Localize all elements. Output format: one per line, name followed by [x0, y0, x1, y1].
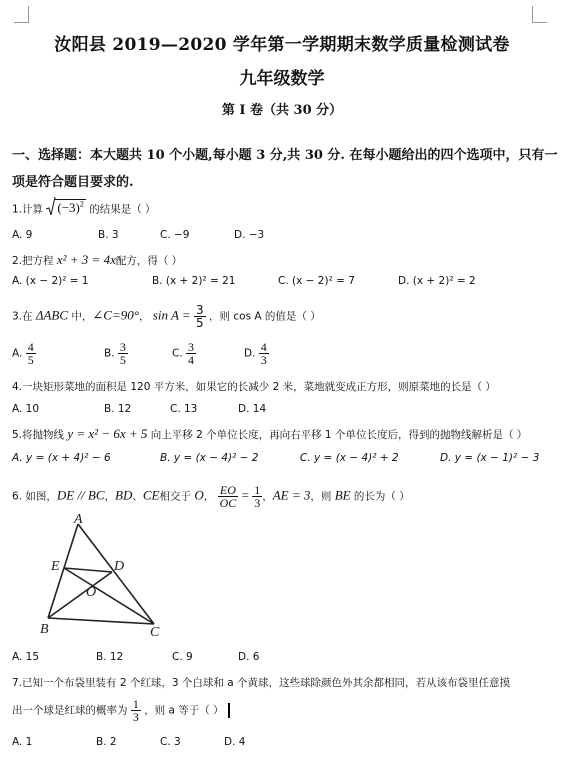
q6-option-c[interactable]: C. 9 — [172, 651, 193, 663]
q7-option-c[interactable]: C. 3 — [160, 736, 181, 748]
q3-option-d-num: 4 — [260, 340, 267, 354]
q6-bd: BD — [115, 487, 133, 503]
q5-option-c[interactable]: C. y = (x − 4)² + 2 — [300, 452, 399, 464]
q5-expression: y = x² − 6x + 5 — [67, 426, 148, 441]
q1-prefix: 1.计算 — [12, 203, 44, 216]
figure-label-c: C — [150, 625, 160, 638]
q2-option-b[interactable]: B. (x + 2)² = 21 — [152, 275, 236, 287]
q4-option-b[interactable]: B. 12 — [104, 403, 132, 415]
q6-mid: 相交于 — [159, 490, 195, 503]
figure-segment-bd — [48, 572, 112, 618]
figure-side-bc — [48, 618, 154, 624]
q3-angle: ∠C=90° — [92, 307, 139, 323]
q7-probability-den: 3 — [132, 710, 139, 724]
q1-radical — [46, 200, 86, 216]
q3-option-a-den: 5 — [27, 353, 34, 367]
q3-fraction — [194, 304, 206, 329]
figure-segment-de — [64, 568, 112, 572]
q7-line2-prefix: 出一个球是红球的概率为 — [12, 704, 128, 717]
q3-option-a[interactable] — [12, 341, 36, 366]
figure-label-e: E — [51, 559, 60, 574]
q6-ratio-value-den: 3 — [254, 496, 261, 510]
q5-suffix: 向上平移 2 个单位长度，再向右平移 1 个单位长度后，得到的抛物线解析是（ ） — [147, 429, 528, 441]
q3-option-b-num: 3 — [119, 340, 126, 354]
q4-option-c[interactable]: C. 13 — [170, 403, 198, 415]
q2-option-c[interactable]: C. (x − 2)² = 7 — [278, 275, 355, 287]
q6-suffix: ，则 — [310, 490, 335, 503]
figure-label-d: D — [114, 559, 125, 574]
question-2 — [12, 252, 182, 268]
q1-option-a[interactable]: A. 9 — [12, 229, 33, 241]
question-6 — [12, 484, 410, 509]
q3-option-d-den: 3 — [260, 353, 267, 367]
question-7-line1: 7.已知一个布袋里装有 2 个红球，3 个白球和 a 个黄球，这些球除颜色外其余都相同，若从该布袋里任意摸 — [12, 677, 510, 689]
text-cursor — [228, 703, 230, 718]
q6-triangle-figure — [34, 512, 164, 638]
q4-option-a[interactable]: A. 10 — [12, 403, 40, 415]
q7-line2-suffix: ，则 a 等于（ ） — [144, 704, 224, 717]
q2-expression: x² + 3 = 4x — [56, 252, 116, 267]
q3-triangle: ΔABC — [35, 307, 69, 323]
q7-probability — [131, 698, 141, 723]
q7-option-a[interactable]: A. 1 — [12, 736, 33, 748]
figure-label-b: B — [40, 622, 49, 637]
q1-option-d[interactable]: D. −3 — [234, 229, 265, 241]
q5-option-b[interactable]: B. y = (x − 4)² − 2 — [160, 452, 259, 464]
exam-subtitle: 九年级数学 — [239, 69, 325, 89]
q6-ratio-value-num: 1 — [254, 483, 261, 497]
q5-option-d[interactable]: D. y = (x − 1)² − 3 — [440, 452, 540, 464]
q5-prefix: 5.将抛物线 — [12, 429, 68, 441]
q6-ratio-den: OC — [219, 496, 237, 510]
q3-option-c-num: 3 — [188, 340, 195, 354]
q6-parallel: DE // BC — [56, 487, 105, 503]
q3-comma: ， — [138, 310, 150, 323]
q6-be: BE — [334, 487, 351, 503]
question-1 — [12, 200, 156, 216]
q1-suffix: 的结果是（ ） — [89, 203, 156, 216]
q2-option-a[interactable]: A. (x − 2)² = 1 — [12, 275, 89, 287]
q5-option-a[interactable]: A. y = (x + 4)² − 6 — [12, 452, 111, 464]
q7-option-d[interactable]: D. 4 — [224, 736, 246, 748]
question-4: 4.一块矩形菜地的面积是 120 平方米，如果它的长减少 2 米，菜地就变成正方形，则原菜地的长是（ ） — [12, 381, 496, 393]
q3-option-d-label: D. — [244, 347, 256, 360]
q3-option-b-den: 5 — [119, 353, 126, 367]
section-instructions-line1: 一、选择题：本大题共 10 个小题,每小题 3 分,共 30 分. 在每小题给出的四个选项中，只有一 — [12, 148, 558, 163]
q3-option-b[interactable] — [104, 341, 128, 366]
q2-prefix: 2.把方程 — [12, 255, 57, 267]
q6-prefix: 6. 如图， — [12, 490, 57, 503]
q6-ratio — [218, 484, 239, 509]
crop-mark-top-right — [532, 6, 547, 23]
figure-label-a: A — [74, 512, 83, 527]
q6-ce: CE — [142, 487, 160, 503]
q6-tail: 的长为（ ） — [350, 490, 410, 503]
q6-eq: = — [241, 487, 253, 503]
question-5 — [12, 426, 527, 442]
q6-option-d[interactable]: D. 6 — [238, 651, 260, 663]
q1-option-c[interactable]: C. −9 — [160, 229, 190, 241]
section-instructions-line2: 项是符合题目要求的. — [12, 175, 134, 190]
q3-option-b-label: B. — [104, 347, 115, 360]
q3-option-d[interactable] — [244, 341, 269, 366]
q6-o: O — [194, 487, 204, 503]
q1-option-b[interactable]: B. 3 — [98, 229, 119, 241]
q6-ae: AE = 3 — [272, 487, 311, 503]
part-heading: 第 I 卷（共 30 分） — [221, 103, 343, 118]
q6-comma2: ， — [262, 490, 273, 503]
q3-suffix: ，则 cos A 的值是（ ） — [209, 310, 321, 323]
q7-option-b[interactable]: B. 2 — [96, 736, 117, 748]
question-7-line2 — [12, 698, 230, 723]
q6-ratio-value — [252, 484, 262, 509]
q7-probability-num: 1 — [132, 697, 139, 711]
q6-option-b[interactable]: B. 12 — [96, 651, 124, 663]
q6-sep: ， — [104, 490, 116, 503]
figure-side-ac — [78, 524, 154, 624]
figure-label-o: O — [86, 585, 97, 600]
q2-option-d[interactable]: D. (x + 2)² = 2 — [398, 275, 476, 287]
q6-comma: ， — [203, 490, 215, 503]
q3-mid: 中， — [68, 310, 93, 323]
q3-fraction-den: 5 — [196, 316, 204, 330]
question-3 — [12, 304, 321, 329]
q6-ratio-num: EO — [218, 484, 239, 497]
q6-dun: 、 — [132, 490, 143, 503]
q3-option-a-label: A. — [12, 347, 23, 360]
q3-option-c[interactable] — [172, 341, 196, 366]
q1-radicand: (−3) — [57, 200, 80, 216]
q4-option-d[interactable]: D. 14 — [238, 403, 267, 415]
q6-option-a[interactable]: A. 15 — [12, 651, 40, 663]
q2-suffix: 配方，得（ ） — [115, 255, 183, 267]
crop-mark-top-left — [14, 6, 29, 23]
q3-option-c-den: 4 — [188, 353, 195, 367]
q3-option-a-num: 4 — [27, 340, 34, 354]
q1-exponent: 2 — [79, 200, 84, 209]
sqrt-icon — [46, 197, 56, 217]
exam-title: 汝阳县 2019—2020 学年第一学期期末数学质量检测试卷 — [54, 35, 510, 55]
q3-fraction-num: 3 — [196, 303, 204, 317]
q3-option-c-label: C. — [172, 347, 183, 360]
q3-prefix: 3.在 — [12, 310, 36, 323]
q3-sin: sin A = — [152, 307, 191, 323]
